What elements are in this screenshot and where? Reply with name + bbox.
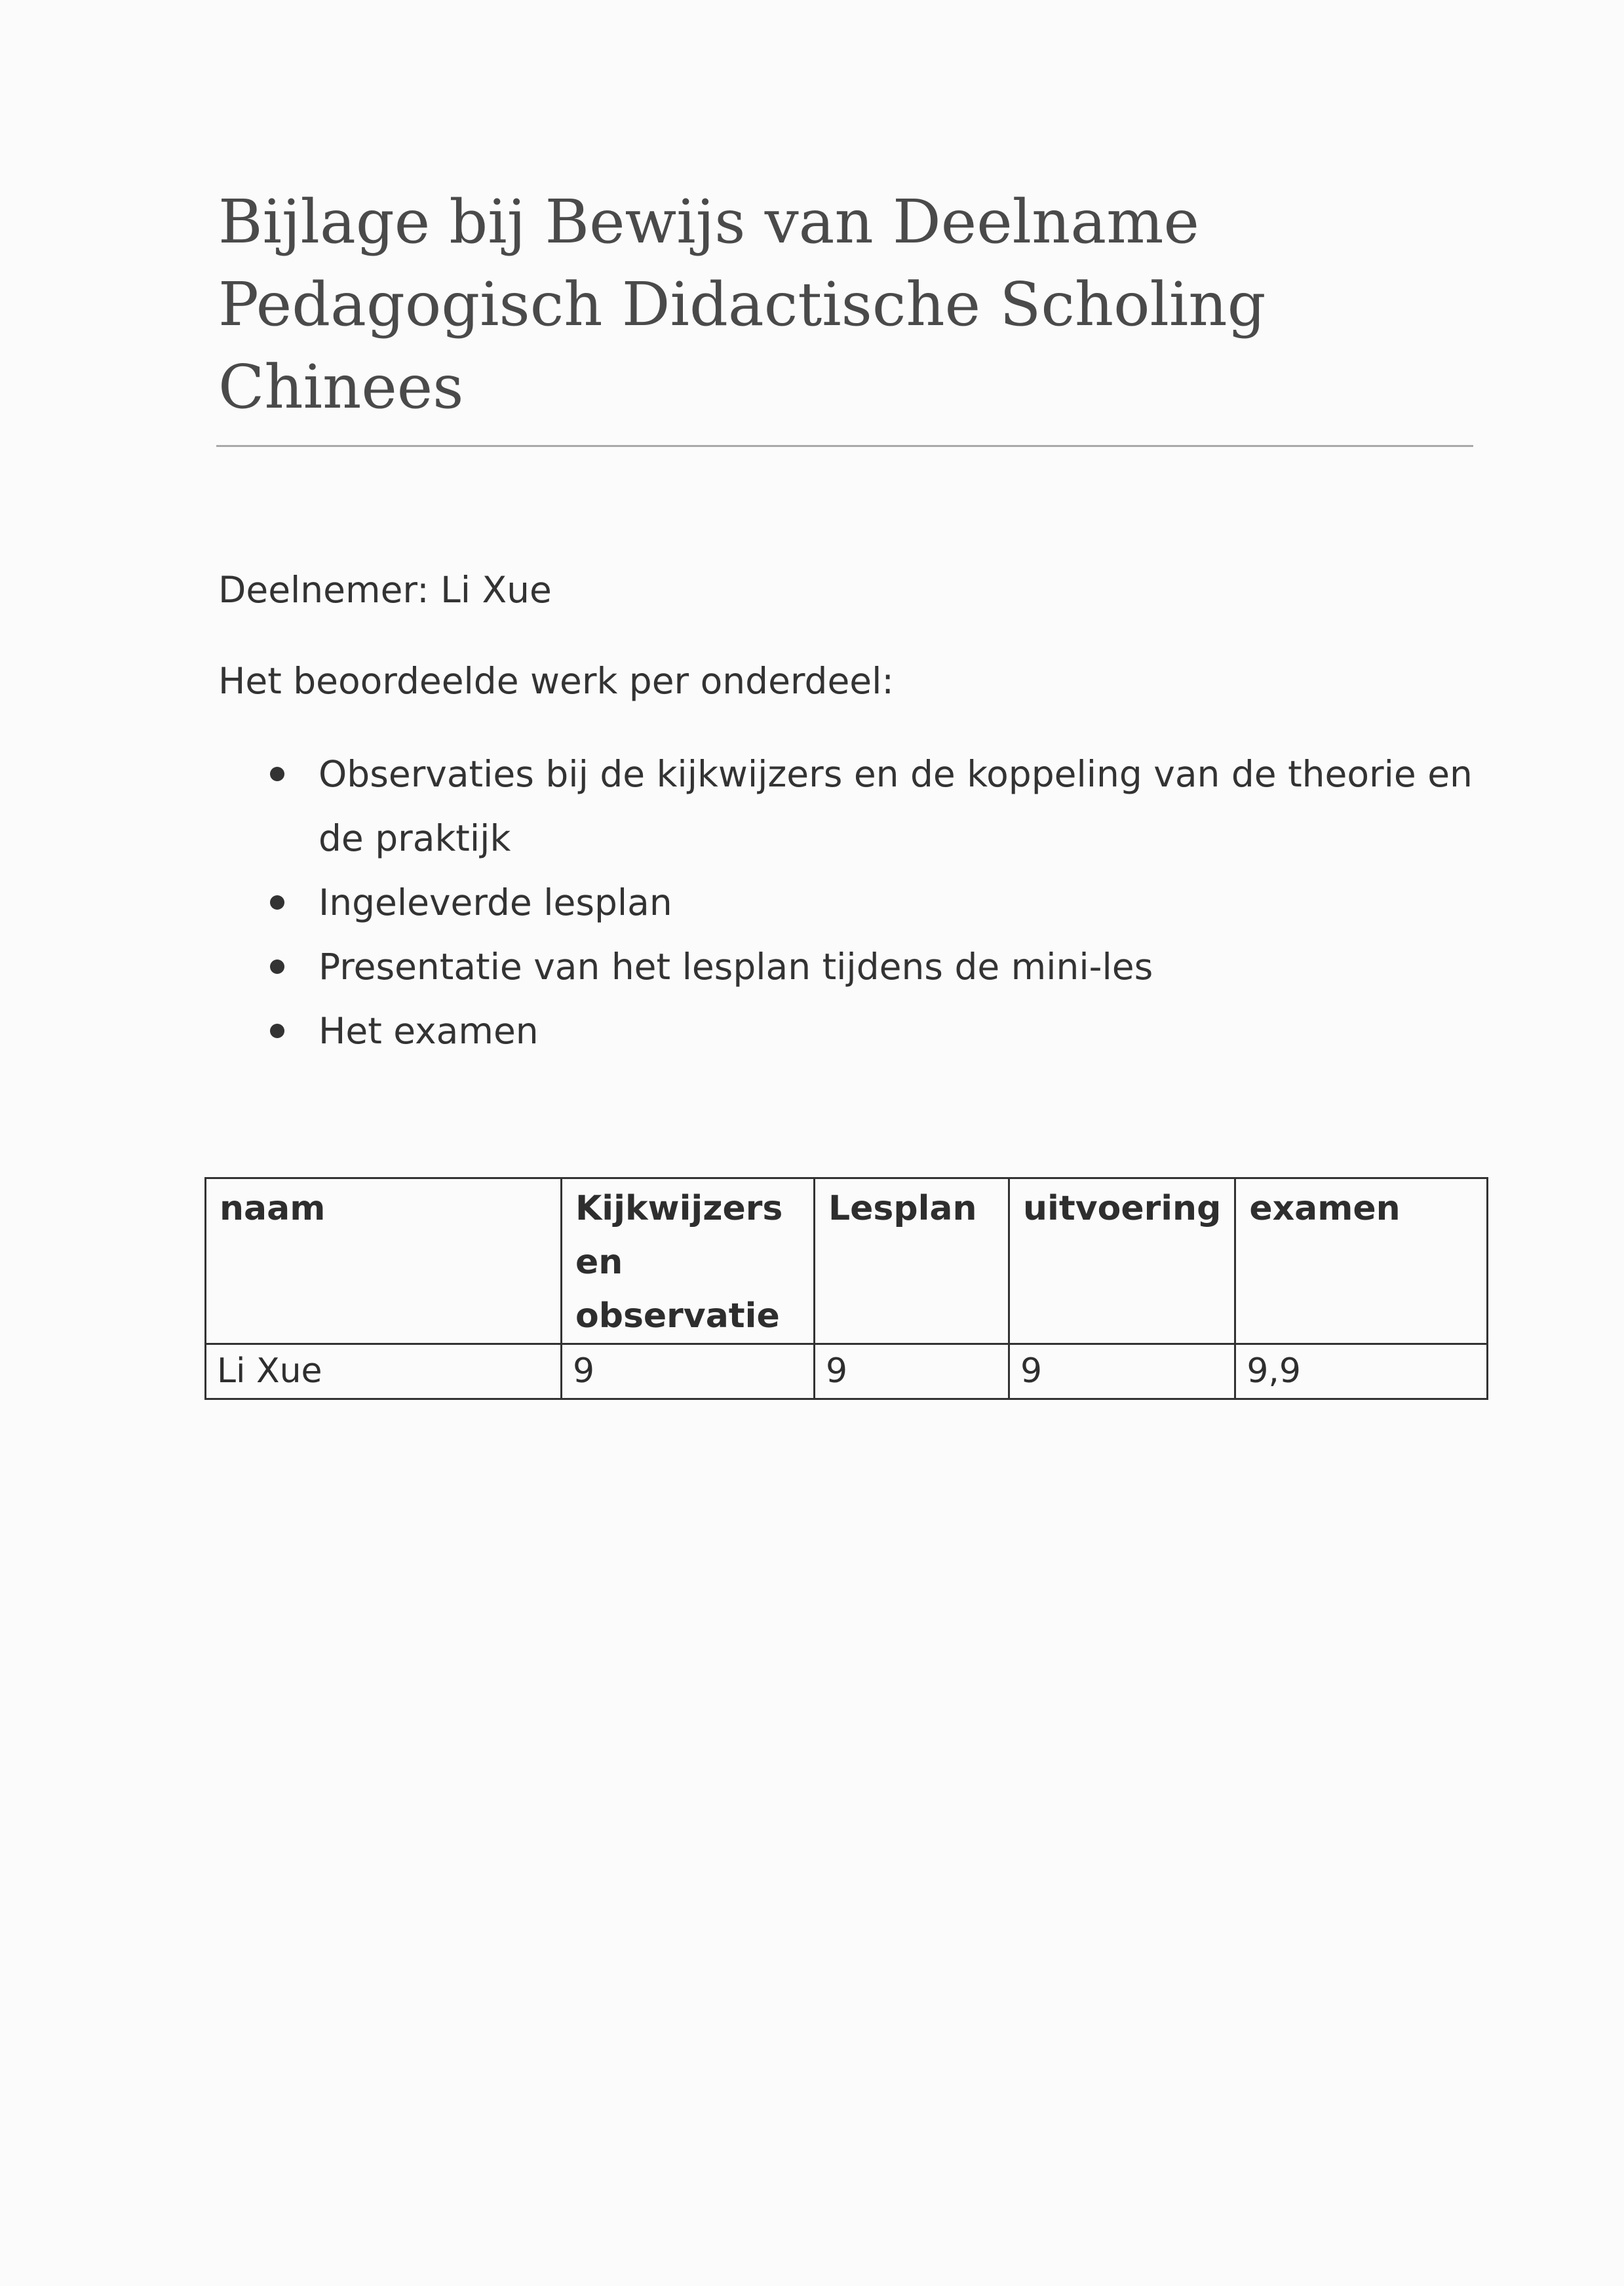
- bullet-icon: [270, 959, 284, 974]
- list-item-text: Presentatie van het lesplan tijdens de mini-les: [319, 946, 1153, 988]
- header-kijkwijzers-line-1: Kijkwijzers: [575, 1189, 783, 1228]
- title-line-3: Chinees: [218, 352, 464, 422]
- bullet-icon: [270, 1024, 284, 1038]
- table-header-row: [206, 1178, 1488, 1344]
- bullet-icon: [270, 767, 284, 781]
- title-divider: [216, 445, 1473, 447]
- header-kijkwijzers-line-3: observatie: [575, 1296, 780, 1336]
- header-uitvoering: uitvoering: [1009, 1178, 1235, 1344]
- list-item-text: Het examen: [319, 1010, 539, 1052]
- intro-line: Het beoordeelde werk per onderdeel:: [218, 660, 894, 702]
- list-item-continuation: [249, 806, 1494, 870]
- participant-line: Deelnemer: Li Xue: [218, 569, 552, 611]
- header-examen: examen: [1235, 1178, 1488, 1344]
- document-title: [218, 181, 1483, 429]
- grades-table: [204, 1177, 1488, 1400]
- list-item-text: Observaties bij de kijkwijzers en de koppeling van de theorie en: [319, 753, 1473, 795]
- cell-kijkwijzers: 9: [562, 1344, 815, 1399]
- header-lesplan: Lesplan: [815, 1178, 1009, 1344]
- list-item-text: Ingeleverde lesplan: [319, 881, 672, 923]
- cell-lesplan: 9: [815, 1344, 1009, 1399]
- list-item: [249, 870, 1494, 935]
- header-kijkwijzers-line-2: en: [575, 1243, 623, 1282]
- title-line-2: Pedagogisch Didactische Scholing: [218, 269, 1266, 339]
- cell-examen: 9,9: [1235, 1344, 1488, 1399]
- bullet-icon: [270, 895, 284, 910]
- title-line-1: Bijlage bij Bewijs van Deelname: [218, 187, 1199, 257]
- header-kijkwijzers: [562, 1178, 815, 1344]
- list-item: [249, 999, 1494, 1063]
- list-item: [249, 742, 1494, 806]
- table-row: [206, 1344, 1488, 1399]
- cell-uitvoering: 9: [1009, 1344, 1235, 1399]
- cell-naam: Li Xue: [206, 1344, 562, 1399]
- list-item: [249, 935, 1494, 999]
- list-item-text: de praktijk: [319, 817, 511, 859]
- assessment-list: [249, 742, 1494, 1063]
- header-naam: naam: [206, 1178, 562, 1344]
